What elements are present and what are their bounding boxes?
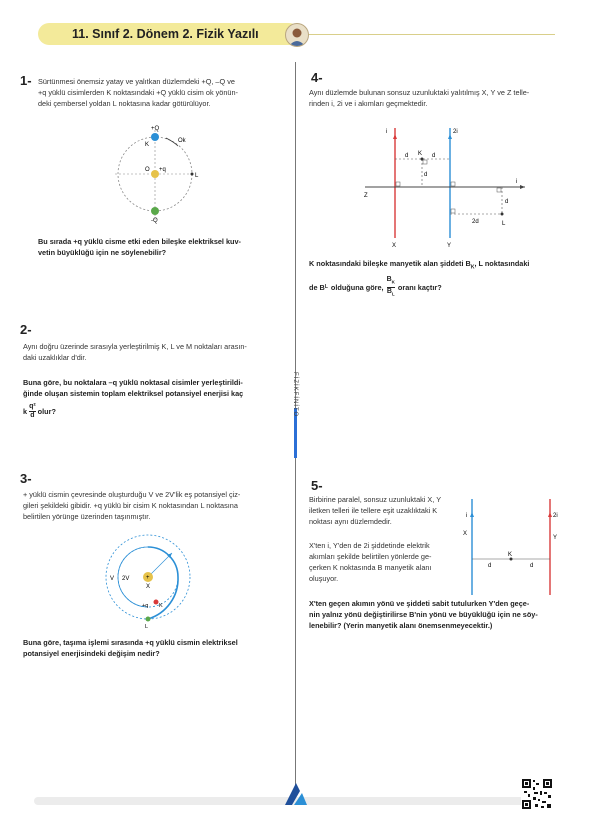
avatar: [285, 23, 309, 47]
question-1-prompt: Bu sırada +q yüklü cisme etki eden bileşke elektriksel kuv- vetin büyüklüğü için ne söylenebilir?: [38, 237, 241, 257]
svg-text:2i: 2i: [553, 513, 558, 519]
question-3-figure: [100, 530, 210, 630]
question-2-formula: k q² d olur?: [23, 403, 56, 419]
svg-text:Z: Z: [364, 193, 368, 199]
question-1-text: Sürtünmesi önemsiz yatay ve yalıtkan düzlemdeki +Q, –Q ve +q yüklü cisimlerden K noktasındaki +Q yüklü cisim ok yönün- deki çembersel yoldan L noktasına kadar götürülüyor.: [38, 77, 238, 108]
svg-text:2V: 2V: [122, 576, 130, 582]
question-2-text: Aynı doğru üzerinde sırasıyla yerleştirilmiş K, L ve M noktaları arasın- daki uzaklıklar d'dir.: [23, 342, 247, 362]
question-4-prompt: K noktasındaki bileşke manyetik alan şiddeti $B_K$, L noktasındaki de B L olduğuna göre, $B_K$ $B_L$ oranı kaçtır?: [309, 259, 530, 297]
svg-text:K: K: [145, 142, 150, 148]
svg-text:+: +: [146, 575, 150, 581]
svg-text:d: d: [505, 199, 509, 205]
svg-text:+q: +q: [142, 603, 149, 609]
svg-text:V: V: [110, 576, 115, 582]
svg-text:d: d: [405, 153, 409, 159]
svg-text:K: K: [508, 552, 513, 558]
question-5-figure: [460, 495, 570, 600]
svg-text:X: X: [146, 584, 151, 590]
question-3-prompt: Buna göre, taşıma işlemi sırasında +q yüklü cismin elektriksel potansiyel enerjisindeki değişim nedir?: [23, 638, 238, 658]
page-title: 11. Sınıf 2. Dönem 2. Fizik Yazılı: [72, 27, 259, 41]
svg-text:X: X: [392, 243, 397, 249]
svg-text:i: i: [466, 513, 468, 519]
svg-text:Y: Y: [553, 535, 558, 541]
svg-text:d: d: [424, 172, 428, 178]
svg-text:Ok: Ok: [178, 138, 186, 144]
question-1-figure: [110, 120, 210, 230]
brand-side-label: FİZİKFİNİTO: [292, 372, 298, 418]
svg-text:L: L: [195, 173, 199, 179]
question-number-3: 3-: [20, 471, 32, 486]
question-number-5: 5-: [311, 478, 323, 493]
charge-center: [151, 170, 159, 178]
question-5-prompt: X'ten geçen akımın yönü ve şiddeti sabit tutulurken Y'den geçe- nin yalnız yönü değiştirilirse B'nin yönü ve büyüklüğü için ne söy- lenebilir? (Yerin manyetik alanı önemsenmeyecektir.): [309, 599, 538, 630]
header-line: [300, 34, 555, 35]
svg-text:K: K: [159, 603, 163, 609]
svg-text:L: L: [145, 624, 149, 630]
point-K: [154, 600, 159, 605]
question-number-1: 1-: [20, 73, 32, 88]
svg-text:2i: 2i: [453, 129, 458, 135]
question-5-text-2: X'ten i, Y'den de 2i şiddetinde elektrik akımları şekilde belirtilen yönlerde ge- çerken K noktasında B manyetik alanı oluşuyor.: [309, 541, 432, 583]
trajectory: [148, 547, 178, 619]
svg-text:O: O: [145, 167, 150, 173]
svg-text:K: K: [418, 151, 423, 157]
svg-text:d: d: [432, 153, 436, 159]
question-3-text: + yüklü cismin çevresinde oluşturduğu V ve 2V'lik eş potansiyel çiz- gileri şekildeki gibidir. +q yüklü bir cisim K noktasından L noktasına belirtilen yörünge üzerinden taşınmıştır.: [23, 490, 241, 521]
svg-text:X: X: [463, 531, 468, 537]
svg-text:i: i: [386, 129, 388, 135]
svg-text:d: d: [488, 563, 492, 569]
question-4-text: Aynı düzlemde bulunan sonsuz uzunluktaki yalıtılmış X, Y ve Z telle- rinden i, 2i ve i akımları geçmektedir.: [309, 88, 530, 108]
svg-text:-Q: -Q: [151, 218, 158, 224]
question-4-figure: [360, 122, 540, 252]
logo: [283, 781, 309, 812]
svg-text:Y: Y: [447, 243, 452, 249]
question-number-4: 4-: [311, 70, 323, 85]
svg-text:+Q: +Q: [151, 126, 160, 132]
question-5-text: Birbirine paralel, sonsuz uzunluktaki X, Y iletken telleri ile tellere eşit uzaklıktaki K noktası aynı düzlemdedir.: [309, 495, 442, 526]
qr-code-icon: [521, 778, 553, 810]
question-2-prompt: Buna göre, bu noktalara –q yüklü noktasal cisimler yerleştirildi- ğinde oluşan sistemin toplam elektriksel potansiyel enerjisi kaç: [23, 378, 244, 398]
svg-text:L: L: [502, 221, 506, 227]
svg-text:2d: 2d: [472, 219, 479, 225]
question-number-2: 2-: [20, 322, 32, 337]
charge-bottom: [151, 207, 159, 215]
svg-text:d: d: [530, 563, 534, 569]
charge-K: [151, 133, 159, 141]
svg-text:i: i: [516, 179, 518, 185]
svg-text:+q: +q: [159, 167, 166, 173]
point-L: [146, 617, 151, 622]
